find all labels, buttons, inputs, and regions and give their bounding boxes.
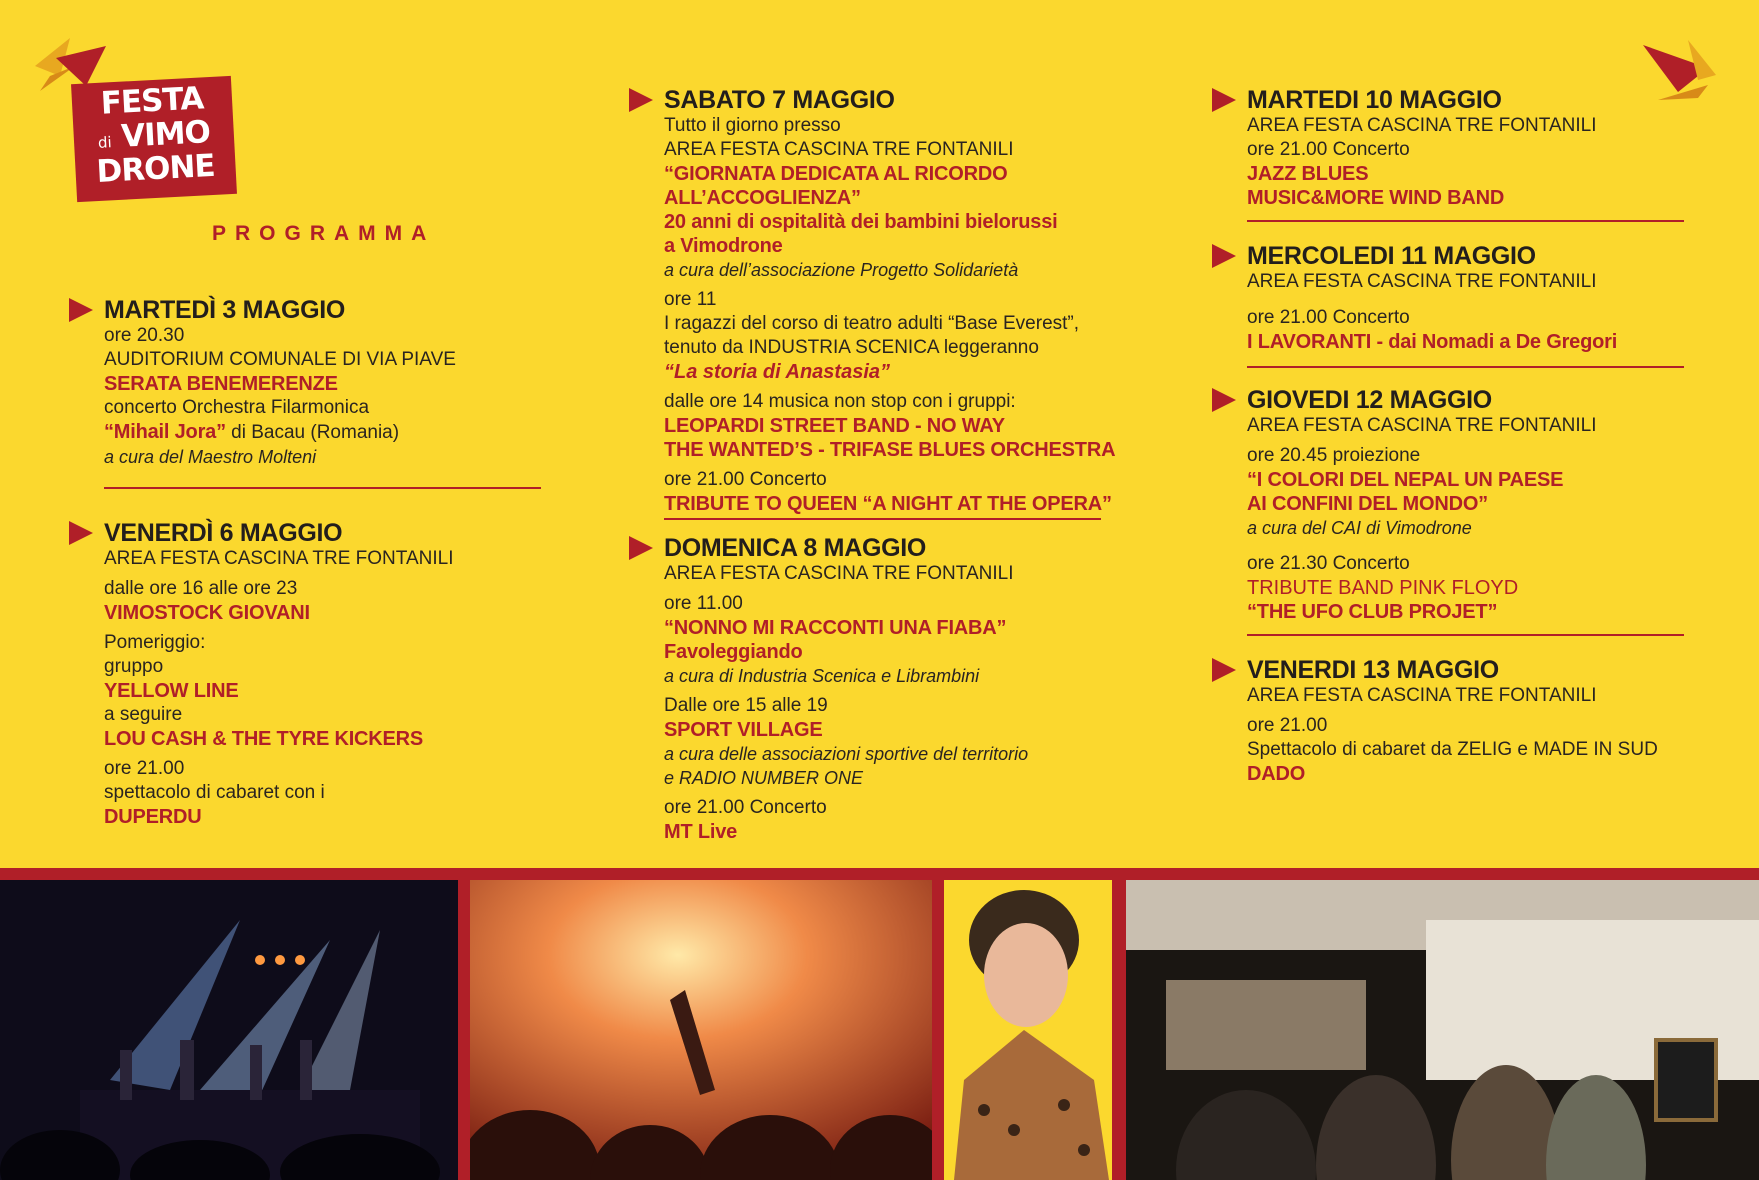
event-time: dalle ore 16 alle ore 23: [104, 578, 298, 599]
event-highlight: TRIBUTE TO QUEEN “A NIGHT AT THE OPERA”: [664, 493, 1112, 515]
event-highlight: DADO: [1247, 763, 1306, 785]
divider: [664, 518, 1101, 520]
event-highlight: Favoleggiando: [664, 641, 803, 663]
event-sun-8: [664, 534, 1144, 844]
event-day: MERCOLEDI 11 MAGGIO: [1247, 242, 1536, 270]
event-highlight: I LAVORANTI - dai Nomadi a De Gregori: [1247, 331, 1618, 353]
logo-text-drone: DRONE: [95, 147, 216, 191]
event-fri-6: [104, 519, 544, 829]
event-highlight: MT Live: [664, 821, 738, 843]
page-title: PROGRAMMA: [212, 222, 436, 245]
event-highlight: TRIBUTE BAND PINK FLOYD: [1247, 577, 1519, 599]
event-text: di Bacau (Romania): [225, 422, 400, 443]
event-highlight: “La storia di Anastasia”: [664, 361, 890, 383]
arrow-icon: [629, 88, 653, 112]
event-text: spettacolo di cabaret con i: [104, 782, 325, 803]
event-text: [104, 420, 544, 445]
event-time: ore 20.30: [104, 325, 185, 346]
event-text: a seguire: [104, 704, 183, 725]
event-curator: a cura del CAI di Vimodrone: [1247, 518, 1472, 538]
event-highlight: ALL’ACCOGLIENZA”: [664, 187, 861, 209]
event-wed-11: [1247, 242, 1687, 368]
photo-crowd: [470, 880, 932, 1180]
event-highlight: 20 anni di ospitalità dei bambini bielorussi: [664, 211, 1058, 233]
event-location: AREA FESTA CASCINA TRE FONTANILI: [1247, 115, 1597, 136]
event-location: AREA FESTA CASCINA TRE FONTANILI: [1247, 685, 1597, 706]
event-day: SABATO 7 MAGGIO: [664, 86, 895, 114]
divider: [1247, 366, 1684, 368]
event-highlight: MUSIC&MORE WIND BAND: [1247, 187, 1505, 209]
event-tue-10: [1247, 86, 1687, 222]
event-day: DOMENICA 8 MAGGIO: [664, 534, 927, 562]
event-time: Dalle ore 15 alle 19: [664, 695, 828, 716]
event-highlight: “I COLORI DEL NEPAL UN PAESE: [1247, 469, 1564, 491]
event-highlight: JAZZ BLUES: [1247, 163, 1369, 185]
event-curator: a cura dell’associazione Progetto Solidarietà: [664, 260, 1019, 280]
event-highlight: “NONNO MI RACCONTI UNA FIABA”: [664, 617, 1007, 639]
event-text: dalle ore 14 musica non stop con i gruppi:: [664, 391, 1016, 412]
event-text: tenuto da INDUSTRIA SCENICA leggeranno: [664, 337, 1039, 358]
event-highlight: a Vimodrone: [664, 235, 783, 257]
event-highlight: SPORT VILLAGE: [664, 719, 823, 741]
event-text: concerto Orchestra Filarmonica: [104, 397, 370, 418]
event-text: gruppo: [104, 656, 164, 677]
photo-food-truck: [1126, 880, 1759, 1180]
event-highlight: VIMOSTOCK GIOVANI: [104, 602, 310, 624]
event-fri-13: [1247, 656, 1687, 786]
event-location: AUDITORIUM COMUNALE DI VIA PIAVE: [104, 349, 456, 370]
event-thu-12: [1247, 386, 1687, 636]
logo-box: [71, 76, 237, 202]
logo-text-di: di: [97, 133, 113, 152]
event-curator: a cura del Maestro Molteni: [104, 447, 317, 467]
column-3: [1247, 86, 1687, 786]
divider: [1247, 220, 1684, 222]
event-day: MARTEDÌ 3 MAGGIO: [104, 296, 346, 324]
event-text: Spettacolo di cabaret da ZELIG e MADE IN SUD: [1247, 739, 1658, 760]
arrow-icon: [69, 521, 93, 545]
event-day: VENERDÌ 6 MAGGIO: [104, 519, 343, 547]
logo-text-vimo: VIMO: [120, 114, 211, 155]
event-time: ore 21.00: [1247, 715, 1328, 736]
event-curator: e RADIO NUMBER ONE: [664, 768, 864, 788]
event-curator: a cura delle associazioni sportive del territorio: [664, 744, 1029, 764]
arrow-icon: [1212, 658, 1236, 682]
event-location: AREA FESTA CASCINA TRE FONTANILI: [1247, 415, 1597, 436]
event-time: ore 20.45 proiezione: [1247, 445, 1421, 466]
arrow-icon: [1212, 244, 1236, 268]
event-location: AREA FESTA CASCINA TRE FONTANILI: [664, 139, 1014, 160]
event-time: ore 11.00: [664, 593, 743, 614]
event-time: ore 21.00 Concerto: [664, 797, 827, 818]
photo-concert-stage: [0, 880, 458, 1180]
event-location: AREA FESTA CASCINA TRE FONTANILI: [1247, 271, 1597, 292]
event-sat-7: [664, 86, 1144, 520]
event-highlight: “GIORNATA DEDICATA AL RICORDO: [664, 163, 1008, 185]
photo-comedian: [944, 880, 1112, 1180]
column-1: [104, 296, 544, 829]
event-highlight: DUPERDU: [104, 806, 202, 828]
event-time: ore 21.00 Concerto: [1247, 307, 1410, 328]
arrow-icon: [629, 536, 653, 560]
column-2: [664, 86, 1144, 844]
divider: [104, 487, 541, 489]
event-time: ore 21.00 Concerto: [664, 469, 827, 490]
divider: [1247, 634, 1684, 636]
event-highlight: YELLOW LINE: [104, 680, 239, 702]
event-time: ore 21.00 Concerto: [1247, 139, 1410, 160]
event-day: GIOVEDI 12 MAGGIO: [1247, 386, 1492, 414]
event-highlight: “THE UFO CLUB PROJET”: [1247, 601, 1498, 623]
arrow-icon: [1212, 88, 1236, 112]
arrow-icon: [69, 298, 93, 322]
event-time: ore 11: [664, 289, 717, 310]
event-highlight: LOU CASH & THE TYRE KICKERS: [104, 728, 424, 750]
event-highlight: AI CONFINI DEL MONDO”: [1247, 493, 1488, 515]
event-time: ore 21.00: [104, 758, 185, 779]
event-highlight: SERATA BENEMERENZE: [104, 373, 338, 395]
event-location: AREA FESTA CASCINA TRE FONTANILI: [664, 563, 1014, 584]
event-highlight: LEOPARDI STREET BAND - NO WAY: [664, 415, 1005, 437]
event-time: ore 21.30 Concerto: [1247, 553, 1410, 574]
logo-text-festa: FESTA: [99, 80, 205, 122]
event-tue-3: [104, 296, 544, 489]
event-highlight: THE WANTED’S - TRIFASE BLUES ORCHESTRA: [664, 439, 1116, 461]
event-highlight: “Mihail Jora”: [104, 421, 226, 443]
arrow-icon: [1212, 388, 1236, 412]
event-day: VENERDI 13 MAGGIO: [1247, 656, 1499, 684]
festa-logo: [60, 58, 250, 208]
event-curator: a cura di Industria Scenica e Librambini: [664, 666, 980, 686]
photo-strip: [0, 868, 1759, 1180]
event-day: MARTEDI 10 MAGGIO: [1247, 86, 1502, 114]
event-location: AREA FESTA CASCINA TRE FONTANILI: [104, 548, 454, 569]
event-text: I ragazzi del corso di teatro adulti “Base Everest”,: [664, 313, 1080, 334]
event-text: Pomeriggio:: [104, 632, 206, 653]
event-text: Tutto il giorno presso: [664, 115, 841, 136]
